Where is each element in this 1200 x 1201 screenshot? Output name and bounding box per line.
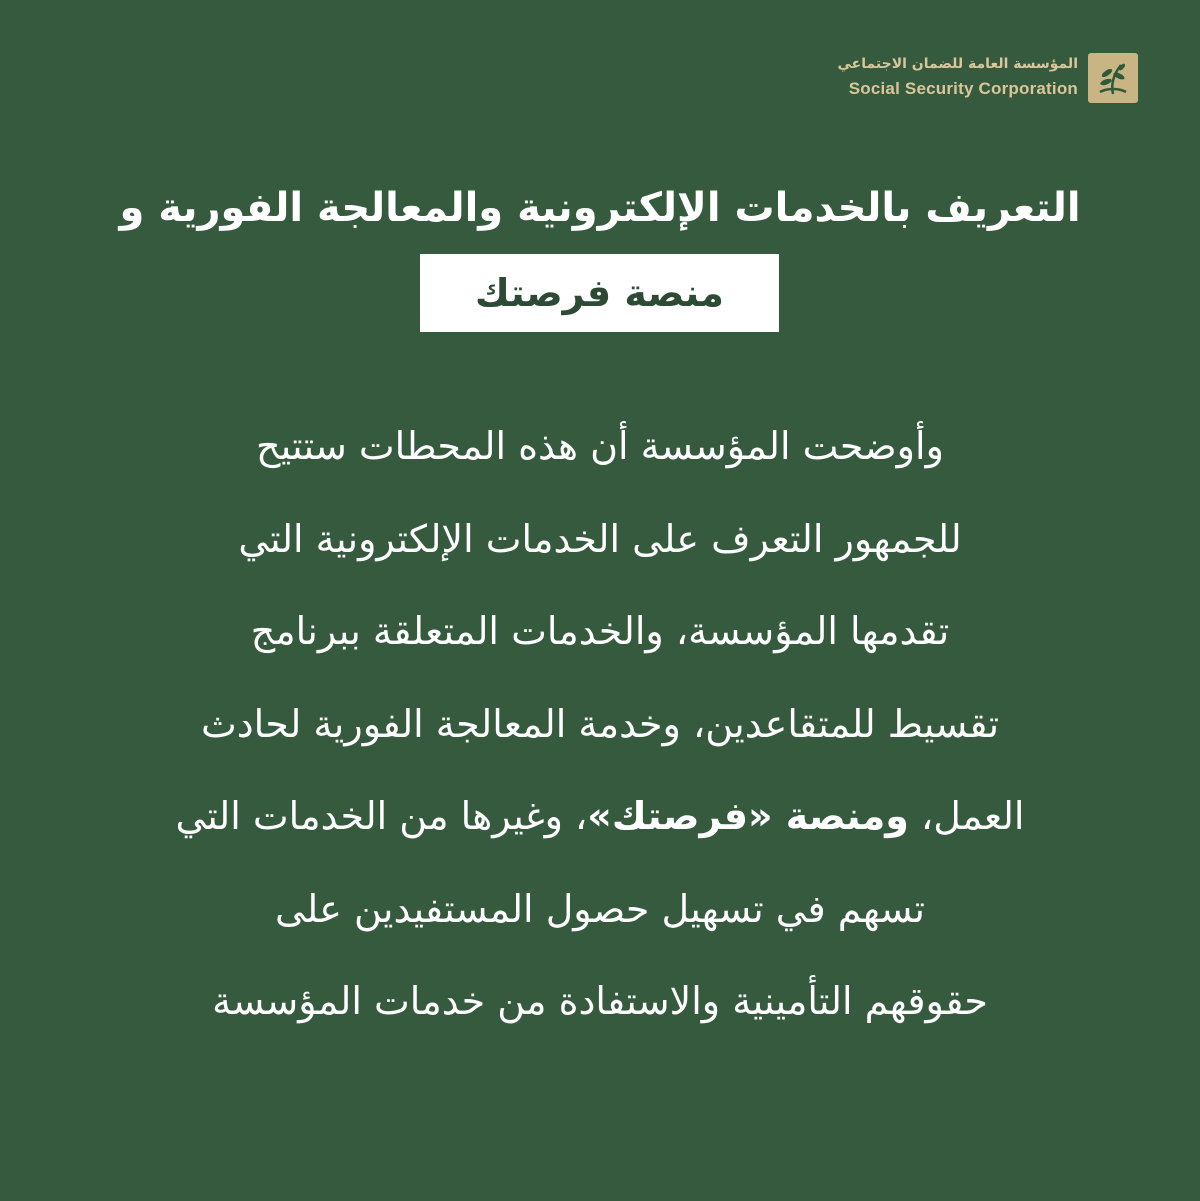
body-paragraph — [60, 410, 1140, 1058]
logo-text — [838, 56, 1078, 99]
title-heading: التعريف بالخدمات الإلكترونية والمعالجة الفورية و — [119, 185, 1081, 231]
logo-name-arabic: المؤسسة العامة للضمان الاجتماعي — [837, 56, 1078, 73]
organization-logo — [838, 53, 1138, 103]
logo-name-english: Social Security Corporation — [848, 79, 1078, 99]
body-line-2: للجمهور التعرف على الخدمات الإلكترونية التي — [238, 516, 962, 561]
body-line-5-bold: ومنصة «فرصتك» — [587, 794, 909, 838]
body-line-3: تقدمها المؤسسة، والخدمات المتعلقة ببرنامج — [250, 609, 950, 653]
body-line-7: حقوقهم التأمينية والاستفادة من خدمات المؤسسة — [212, 979, 988, 1023]
body-line-4: تقسيط للمتقاعدين، وخدمة المعالجة الفورية لحادث — [200, 701, 1000, 746]
body-line-1: وأوضحت المؤسسة أن هذه المحطات ستتيح — [256, 424, 944, 468]
body-line-5 — [60, 780, 1140, 873]
title-highlight-box — [420, 254, 779, 332]
body-line-6: تسهم في تسهيل حصول المستفيدين على — [275, 886, 925, 931]
olive-branch-emblem-icon — [1088, 53, 1138, 103]
body-line-5-end: ، وغيرها من الخدمات التي — [175, 794, 588, 838]
title-highlight-text: منصة فرصتك — [475, 271, 724, 315]
olive-branch-icon — [1095, 59, 1131, 97]
body-line-5-start: العمل، — [908, 794, 1025, 838]
